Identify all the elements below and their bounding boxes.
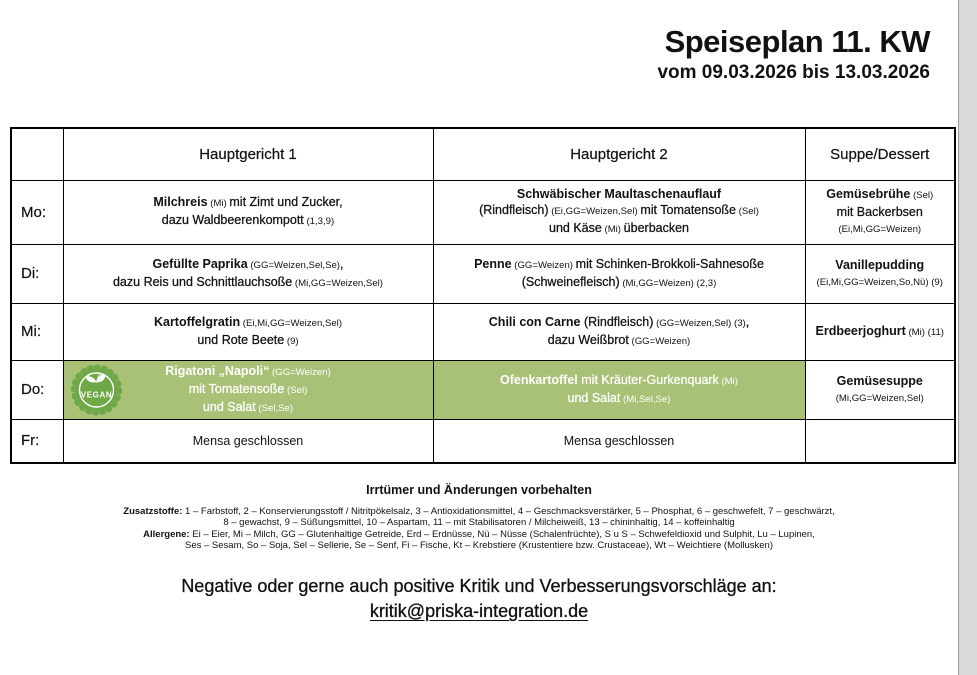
menu-table-body (11, 180, 955, 463)
feedback-section (0, 576, 958, 622)
disclaimer-text: Irrtümer und Änderungen vorbehalten (366, 483, 592, 497)
table-header-row (11, 128, 955, 180)
allergens-line-2: Ses – Sesam, So – Soja, Sel – Sellerie, Se – Senf, Fi – Fische, Kt – Krebstiere (Krustentiere bzw. Crustaceae), Wt – Weichtiere (Mollusken) (184, 539, 774, 551)
menu-cell: Erdbeerjoghurt (Mi) (11) (805, 303, 955, 360)
additives-line-2: 8 – gewachst, 9 – Süßungsmittel, 10 – Aspartam, 11 – mit Stabilisatoren / Milcheiweiß, 13 – chininhaltig, 14 – koffeinhaltig (223, 517, 735, 529)
menu-table (10, 127, 956, 464)
menu-cell (805, 419, 955, 463)
menu-cell: Mensa geschlossen (63, 419, 433, 463)
svg-text:VEGAN: VEGAN (80, 390, 112, 399)
day-label: Mo: (11, 180, 63, 244)
menu-cell: Vanillepudding (Ei,Mi,GG=Weizen,So,Nü) (9) (805, 244, 955, 303)
menu-cell: Gemüsesuppe (Mi,GG=Weizen,Sel) (805, 360, 955, 419)
day-label: Di: (11, 244, 63, 303)
menu-cell: Gemüsebrühe (Sel) mit Backerbsen (Ei,Mi,GG=Weizen) (805, 180, 955, 244)
menu-cell: Milchreis (Mi) mit Zimt und Zucker, dazu Waldbeerenkompott (1,3,9) (63, 180, 433, 244)
menu-cell: Kartoffelgratin (Ei,Mi,GG=Weizen,Sel) und Rote Beete (9) (63, 303, 433, 360)
table-row (11, 419, 955, 463)
menu-cell: Penne (GG=Weizen) mit Schinken-Brokkoli-Sahnesoße (Schweinefleisch) (Mi,GG=Weizen) (2,3) (433, 244, 805, 303)
feedback-text: Negative oder gerne auch positive Kritik und Verbesserungsvorschläge an: (181, 576, 777, 596)
document-header (657, 24, 930, 86)
menu-cell: Mensa geschlossen (433, 419, 805, 463)
day-label: Do: (11, 360, 63, 419)
col-header-suppe-dessert: Suppe/Dessert (805, 128, 955, 180)
day-label: Fr: (11, 419, 63, 463)
page-subtitle: vom 09.03.2026 bis 13.03.2026 (657, 62, 930, 83)
col-header-hauptgericht-2: Hauptgericht 2 (433, 128, 805, 180)
table-row (11, 303, 955, 360)
table-row (11, 180, 955, 244)
menu-cell: Schwäbischer Maultaschenauflauf (Rindfleisch) (Ei,GG=Weizen,Sel) mit Tomatensoße (Sel) und Käse (Mi) überbacken (433, 180, 805, 244)
day-label: Mi: (11, 303, 63, 360)
col-header-day (11, 128, 63, 180)
additives-line-1: Zusatzstoffe: 1 – Farbstoff, 2 – Konservierungsstoff / Nitritpökelsalz, 3 – Antioxidationsmittel, 4 – Geschmacksverstärker, 5 – Phosphat, 6 – geschwefelt, 7 – geschwärzt, (123, 506, 835, 517)
viewer-gutter (958, 0, 977, 675)
table-row (11, 244, 955, 303)
menu-cell: Gefüllte Paprika (GG=Weizen,Sel,Se), dazu Reis und Schnittlauchsoße (Mi,GG=Weizen,Sel) (63, 244, 433, 303)
menu-cell: Chili con Carne (Rindfleisch) (GG=Weizen,Sel) (3), dazu Weißbrot (GG=Weizen) (433, 303, 805, 360)
menu-cell: VEGAN Rigatoni „Napoli“ (GG=Weizen) mit Tomatensoße (Sel) und Salat (Sel,Se) (63, 360, 433, 419)
table-row (11, 360, 955, 419)
additives-allergens-legend (0, 506, 958, 551)
feedback-email-link[interactable]: kritik@priska-integration.de (369, 601, 589, 621)
vegan-badge (70, 363, 123, 416)
col-header-hauptgericht-1: Hauptgericht 1 (63, 128, 433, 180)
page-title: Speiseplan 11. KW (664, 24, 930, 59)
menu-cell: Ofenkartoffel mit Kräuter-Gurkenquark (Mi) und Salat (Mi,Sel,Se) (433, 360, 805, 419)
allergens-line-1: Allergene: Ei – Eier, Mi – Milch, GG – Glutenhaltige Getreide, Erd – Erdnüsse, Nü – Nüsse (Schalenfrüchte), S u S – Schwefeldioxid und Sulphit, Lu – Lupinen, (143, 528, 815, 540)
